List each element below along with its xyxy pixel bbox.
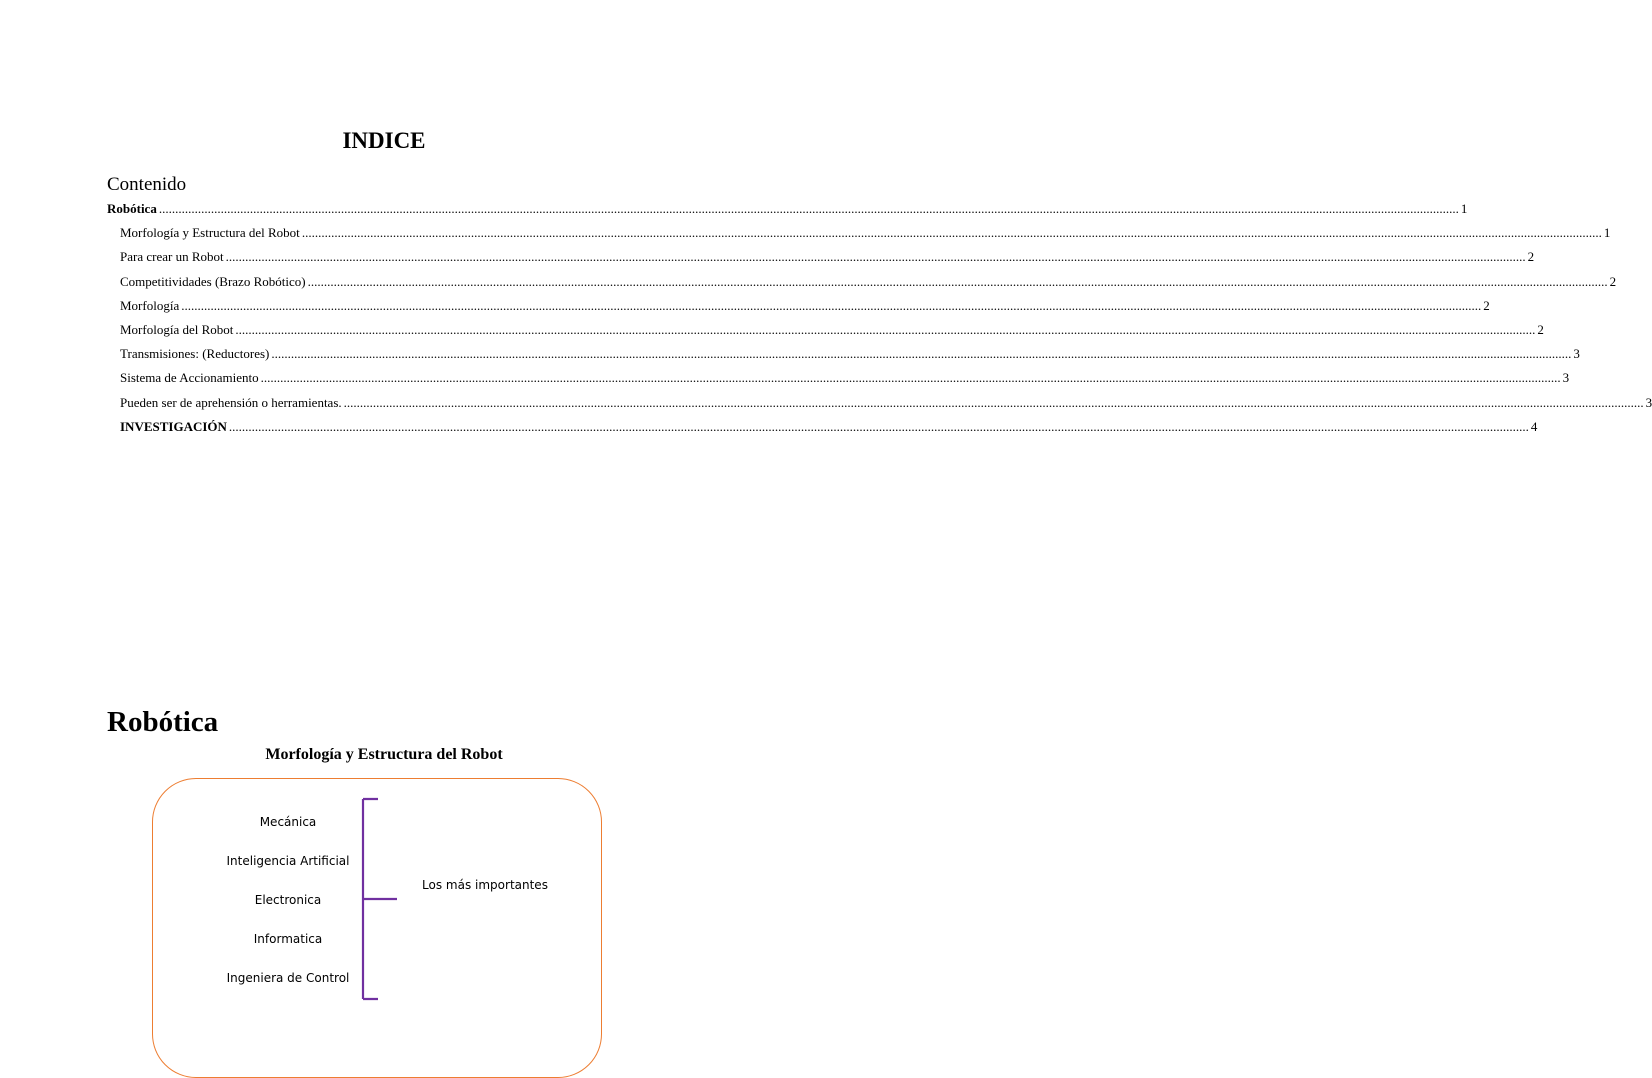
diagram-conclusion-label: Los más importantes xyxy=(422,878,548,892)
toc-entry-label: Morfología xyxy=(120,297,180,313)
toc-entry[interactable] xyxy=(107,222,1611,246)
contents-heading: Contenido xyxy=(107,174,187,195)
toc-entry-label: Para crear un Robot xyxy=(120,249,224,265)
toc-entry-page: 2 xyxy=(1527,249,1535,265)
toc-entry[interactable] xyxy=(107,295,1490,319)
diagram-item: Ingeniera de Control xyxy=(226,971,350,985)
toc-leader-dots: ................................................................................................................................................................................................................................................................................................................................................................................................................ xyxy=(301,225,1602,241)
toc-leader-dots: ................................................................................................................................................................................................................................................................................................................................................................................................................ xyxy=(228,418,1529,434)
toc-entry-label: Pueden ser de aprehensión o herramientas. xyxy=(120,394,342,410)
toc-leader-dots: ................................................................................................................................................................................................................................................................................................................................................................................................................ xyxy=(158,201,1459,216)
toc-leader-dots: ................................................................................................................................................................................................................................................................................................................................................................................................................ xyxy=(271,346,1572,362)
toc-entry[interactable] xyxy=(107,343,1580,367)
index-title: INDICE xyxy=(342,128,426,153)
toc-entry-label: Competitividades (Brazo Robótico) xyxy=(120,273,306,289)
toc-entry[interactable] xyxy=(107,246,1535,270)
toc-entry[interactable] xyxy=(107,198,1468,222)
toc-entry-page: 1 xyxy=(1603,225,1611,241)
toc-entry-page: 3 xyxy=(1573,346,1580,362)
toc-entry[interactable] xyxy=(107,416,1538,440)
toc-entry-page: 1 xyxy=(1460,201,1468,216)
table-of-contents xyxy=(107,198,1652,440)
toc-leader-dots: ................................................................................................................................................................................................................................................................................................................................................................................................................ xyxy=(260,370,1561,386)
toc-entry[interactable] xyxy=(107,392,1652,416)
toc-leader-dots: ................................................................................................................................................................................................................................................................................................................................................................................................................ xyxy=(343,394,1644,410)
diagram-item: Electronica xyxy=(254,893,322,907)
toc-entry-page: 3 xyxy=(1645,394,1652,410)
diagram-item: Mecánica xyxy=(259,815,317,829)
toc-entry-label: Morfología y Estructura del Robot xyxy=(120,225,300,241)
diagram-item: Inteligencia Artificial xyxy=(226,854,350,868)
toc-entry-label: Robótica xyxy=(107,201,157,216)
toc-leader-dots: ................................................................................................................................................................................................................................................................................................................................................................................................................ xyxy=(181,297,1482,313)
diagram-item: Informatica xyxy=(253,932,323,946)
toc-entry[interactable] xyxy=(107,271,1617,295)
toc-entry-page: 2 xyxy=(1609,273,1617,289)
toc-entry-label: Sistema de Accionamiento xyxy=(120,370,259,386)
toc-entry-page: 2 xyxy=(1537,321,1544,337)
toc-leader-dots: ................................................................................................................................................................................................................................................................................................................................................................................................................ xyxy=(235,321,1536,337)
toc-entry-page: 4 xyxy=(1530,418,1538,434)
toc-leader-dots: ................................................................................................................................................................................................................................................................................................................................................................................................................ xyxy=(225,249,1526,265)
section-subtitle: Morfología y Estructura del Robot xyxy=(265,746,503,763)
toc-entry-label: INVESTIGACIÓN xyxy=(120,418,227,434)
toc-entry-page: 2 xyxy=(1483,297,1490,313)
toc-entry[interactable] xyxy=(107,319,1544,343)
toc-leader-dots: ................................................................................................................................................................................................................................................................................................................................................................................................................ xyxy=(307,273,1608,289)
section-heading: Robótica xyxy=(107,706,219,738)
brace-bracket xyxy=(362,797,398,1001)
toc-entry[interactable] xyxy=(107,367,1570,391)
toc-entry-page: 3 xyxy=(1562,370,1570,386)
toc-entry-label: Morfología del Robot xyxy=(120,321,234,337)
toc-entry-label: Transmisiones: (Reductores) xyxy=(120,346,270,362)
